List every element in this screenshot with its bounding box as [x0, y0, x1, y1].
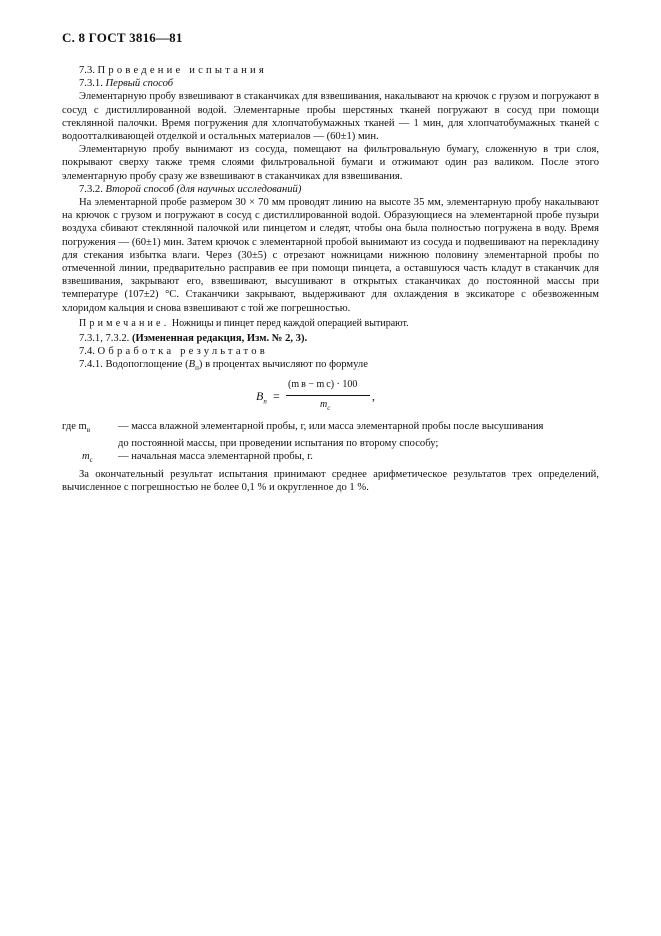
formula — [62, 378, 599, 418]
amendment — [62, 332, 599, 345]
section-7-3-1-heading — [62, 77, 599, 90]
section-number: 7.3.1. — [79, 78, 103, 90]
amendment-text: (Измененная редакция, Изм. № 2, 3). — [131, 333, 308, 345]
section-title: Проведение испытания — [97, 65, 267, 76]
paragraph: За окончательный результат испытания принимают среднее арифметическое результатов трех определений, вычисленное с погрешностью не более 0,1 % и округленное до 1 %. — [62, 468, 599, 493]
definition-text: — масса влажной элементарной пробы, г, или масса элементарной пробы после высушивания — [118, 420, 544, 432]
formula-lhs: $B_п$ — [256, 388, 267, 406]
definitions — [62, 420, 599, 468]
amendment-refs: 7.3.1, 7.3.2. — [79, 333, 130, 345]
paragraph: На элементарной пробе размером 30 × 70 мм проводят линию на высоте 35 мм, элементарную пробу накалывают на крючок с грузом и погружают в сосуд с дистиллированной водой. Образующиеся на элементарной пробе пузыри воздуха сбивают стеклянной палочкой или пинцетом и следят, чтобы она была полностью погружена в воду. Время погружения — (60±1) мин. Затем крючок с элементарной пробой вынимают из сосуда и подвешивают на перекладину для стекания избытка влаги. Через (30±5) с отрезают ножницами нижнюю половину элементарной пробы по отмеченной линии, предварительно расправив ее при помощи пинцета, а оставшуюся часть кладут в стаканчик для взвешивания, закрывают его, взвешивают, высушивают в открытых стаканчиках до постоянной массы при температуре (107±2) °С. Стаканчики закрывают, выдерживают для охлаждения в эксикаторе с обезвоженным хлоридом кальция и снова взвешивают с той же погрешностью. — [62, 197, 599, 314]
section-7-3-2-heading — [62, 183, 599, 196]
note — [62, 317, 599, 330]
formula-equals: = — [273, 388, 280, 403]
note-text: Ножницы и пинцет перед каждой операцией вытирают. — [171, 317, 409, 329]
section-number: 7.4. — [79, 346, 95, 358]
definition-continuation: до постоянной массы, при проведении испытания по второму способу; — [118, 438, 439, 450]
section-title: Второй способ (для научных исследований) — [105, 183, 302, 195]
definition-text: — начальная масса элементарной пробы, г. — [118, 451, 313, 463]
paragraph-formula-intro: 7.4.1. Водопоглощение $(B_п)$ в процентах вычисляют по формуле — [79, 359, 368, 373]
section-title: Первый способ — [105, 78, 174, 90]
definition-symbol: где $m_в$ — [62, 420, 91, 434]
section-7-3-heading — [62, 64, 599, 77]
section-number: 7.3. — [79, 65, 95, 76]
section-number: 7.3.2. — [79, 183, 103, 195]
document-body — [62, 64, 599, 494]
page-header: С. 8 ГОСТ 3816—81 — [62, 30, 183, 45]
note-label: Примечание. — [79, 317, 170, 329]
paragraph: Элементарную пробу вынимают из сосуда, помещают на фильтровальную бумагу, сложенную в три слоя, покрывают сверху также тремя слоями фильтровальной бумаги и отжимают один раз валиком. После этого элементарную пробу сразу же взвешивают в стаканчиках для взвешивания. — [62, 144, 599, 182]
paragraph: Элементарную пробу взвешивают в стаканчиках для взвешивания, накалывают на крючок с грузом и погружают в сосуд с дистиллированной водой. Элементарные пробы шерстяных тканей погружают в сосуд при помощи стеклянной палочки. Время погружения для хлопчатобумажных тканей — 1 мин, для хлопчатобумажных тканей с водоотталкивающей отделкой и остальных материалов — (60±1) мин. — [62, 91, 599, 143]
formula-comma: , — [372, 388, 375, 403]
formula-denominator: $m_с$ — [320, 398, 331, 412]
section-7-4-heading — [62, 345, 599, 358]
formula-numerator: (m в − m с) · 100 — [288, 378, 358, 390]
definition-row — [62, 420, 599, 437]
definition-symbol: $m_с$ — [82, 451, 93, 465]
definition-row — [62, 450, 599, 467]
fraction-bar — [286, 395, 370, 396]
section-title: Обработка результатов — [97, 346, 268, 358]
